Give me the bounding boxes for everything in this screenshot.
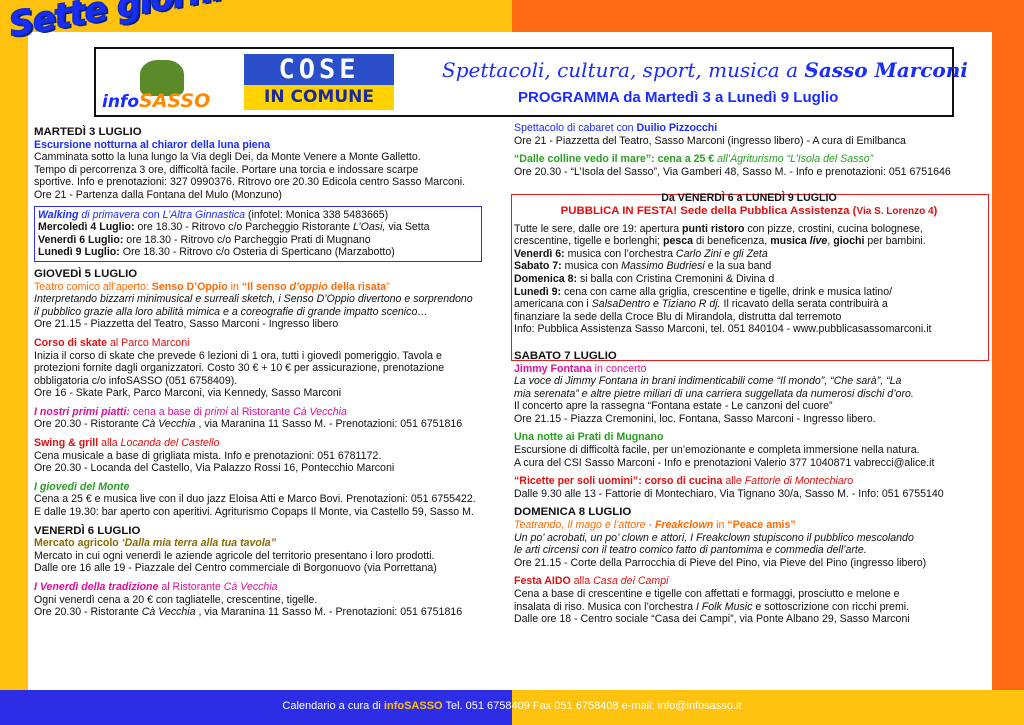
event-title: Jimmy Fontana in concerto <box>514 362 647 375</box>
right-column: Spettacolo di cabaret con Duilio Pizzocchi Ore 21 - Piazzetta del Teatro, Sasso Marconi (ingresso libero) - A cura di Emilbanca “Dalle colline vedo il mare”: cena a 25 € all’Agriturismo “L’Isola del Sasso” Ore 20.30 - “L’Isola del Sasso”, Via Gamberi 48, Sasso M. - Info e prenotazioni: 051 6751646 Da VENERDÌ 6 a LUNEDÌ 9 LUGLIO PUBBLICA IN FESTA! Sede della Pubblica Assistenza (Via S. Lorenzo 4) Tutte le sere, dalle ore 19: apertura punti ristoro con pizze, crostini, cucina bolognese, crescentine, tigelle e borlenghi; pesca di beneficenza, musica live, giochi per bambini. Venerdì 6: musica con l’orchestra Carlo Zini e gli Zeta Sabato 7: musica con Massimo Budriesi e la sua band Domenica 8: si balla con Cristina Cremonini & Divina d Lunedì 9: cena con carne alla griglia, crescentine e tigelle, drink e musica latino/ americana con i SalsaDentro e Tiziano R dj. Il ricavato della serata contribuirà a finanziare la sede della Croce Blu di Mirandola, distrutta dal terremoto Info: Pubblica Assistenza Sasso Marconi, tel. 051 840104 - www.pubblicasassomarconi.it SABATO 7 LUGLIO Jimmy Fontana in concerto La voce di Jimmy Fontana in brani indimenticabili come “Il mondo”, “Che sarà”, “La mia serenata” e altre pietre miliari di una carriera suggellata da numerosi dischi d’oro. Il concerto apre la rassegna “Fontana estate - Le canzoni del cuore” Ore 21.15 - Piazza Cremonini, loc. Fontana, Sasso Marconi - Ingresso libero. Una notte ai Prati di Mugnano Escursione di difficoltà facile, per un’emozionante e completa immersione nella natura. A cura del CSI Sasso Marconi - Info e prenotazioni Valerio 377 1040871 vabrecci@alice.it “Ricette per soli uomini”: corso di cucina alle Fattorie di Montechiaro Dalle 9.30 alle 13 - Fattorie di Montechiaro, Via Tignano 30/a, Sasso M. - Info: 051 6755140 DOMENICA 8 LUGLIO Teatrando, Il mago e l’attore - Freakclown in “Peace amis” Un po’ acrobati, un po’ clown e attori, I Freakclown stupiscono il pubblico mescolando le arti circensi con il teatro comico fatto di pantomima e commedia dell’arte. Ore 21.15 - Corte della Parrocchia di Pieve del Pino, via Pieve del Pino (ingresso libero) Festa AIDO alla Casa dei Campi Cena a base di crescentine e tigelle con affettati e formaggi, prosciutto e melone e insalata di riso. Musica con l’orchestra I Folk Music e sottoscrizione con ricchi premi. Dalle ore 18 - Centro sociale “Casa dei Campi”, via Ponte Albano 29, Sasso Marconi <box>514 122 984 626</box>
infosasso-prefix: info <box>102 92 140 112</box>
day-heading: MARTEDÌ 3 LUGLIO <box>34 126 142 138</box>
day-heading: VENERDÌ 6 LUGLIO <box>34 524 141 537</box>
event-title: Corso di skate al Parco Marconi <box>34 336 190 349</box>
day-heading: GIOVEDÌ 5 LUGLIO <box>34 267 138 280</box>
event-title: “Ricette per soli uomini”: corso di cucina alle Fattorie di Montechiaro <box>514 475 854 488</box>
left-column: MARTEDÌ 3 LUGLIO Escursione notturna al chiaror della luna piena Camminata sotto la luna lungo la Via degli Dei, da Monte Venere a Monte Galletto. Tempo di percorrenza 3 ore, difficoltà facile. Portare una torcia e indossare scarpe sportive. Info e prenotazioni: 327 0990376. Ritrovo ore 20.30 Edicola centro Sasso Marconi. Ore 21 - Partenza dalla Fontana del Mulo (Monzuno) Walking di primavera con L’Altra Ginnastica (infotel: Monica 338 5483665) Mercoledì 4 Luglio: ore 18.30 - Ritrovo c/o Parcheggio Ristorante L’Oasi, via Setta Venerdì 6 Luglio: ore 18.30 - Ritrovo c/o Parcheggio Prati di Mugnano Lunedì 9 Luglio: Ore 18.30 - Ritrovo c/o Osteria di Sperticano (Marzabotto) GIOVEDÌ 5 LUGLIO Teatro comico all’aperto: Senso D’Oppio in “Il senso d’oppio della risata” Interpretando bizzarri minimusical e surreali sketch, i Senso D’Oppio divertono e sorprendono il pubblico grazie alla loro abilità mimica e a coreografie di grande impatto scenico… Ore 21.15 - Piazzetta del Teatro, Sasso Marconi - Ingresso libero Corso di skate al Parco Marconi Inizia il corso di skate che prevede 6 lezioni di 1 ora, tutti i giovedì pomeriggio. Tavola e protezioni fornite dagli organizzatori. Costo 30 € + 10 € per assicurazione, prenotazione obbligatoria c/o infoSASSO (051 6758409). Ore 16 - Skate Park, Parco Marconi, via Kennedy, Sasso Marconi I nostri primi piatti: cena a base di primi al Ristorante Cà Vecchia Ore 20.30 - Ristorante Cà Vecchia , via Maranina 11 Sasso M. - Prenotazioni: 051 6751816 Swing & grill alla Locanda del Castello Cena musicale a base di grigliata mista. Info e prenotazioni: 051 6781172. Ore 20.30 - Locanda del Castello, Via Palazzo Rossi 16, Pontecchio Marconi I giovedì del Monte Cena a 25 € e musica live con il duo jazz Eloisa Atti e Marco Bovi. Prenotazioni: 051 6755422. E dalle 19.30: bar aperto con aperitivi. Agriturismo Copaps Il Monte, via Castello 59, Sasso M. VENERDÌ 6 LUGLIO Mercato agricolo ‘Dalla mia terra alla tua tavola” Mercato in cui ogni venerdì le aziende agricole del territorio presentano i loro prodotti. Dalle ore 16 alle 19 - Piazzale del Centro commerciale di Borgonuovo (via Porrettana) I Venerdì della tradizione al Ristorante Cà Vecchia Ogni venerdì cena a 20 € con tagliatelle, crescentine, tigelle. Ore 20.30 - Ristorante Cà Vecchia , via Maranina 11 Sasso M. - Prenotazioni: 051 6751816 <box>34 120 482 619</box>
walking-box: Walking di primavera con L’Altra Ginnastica (infotel: Monica 338 5483665) Mercoledì 4 Luglio: ore 18.30 - Ritrovo c/o Parcheggio Ristorante L’Oasi, via Setta Venerdì 6 Luglio: ore 18.30 - Ritrovo c/o Parcheggio Prati di Mugnano Lunedì 9 Luglio: Ore 18.30 - Ritrovo c/o Osteria di Sperticano (Marzabotto) <box>34 206 482 262</box>
event-title: Swing & grill alla Locanda del Castello <box>34 437 220 450</box>
infosasso-logo <box>102 60 236 110</box>
cose-label: COSE <box>244 54 394 85</box>
event-title: I giovedì del Monte <box>34 480 130 493</box>
festa-title: PUBBLICA IN FESTA! Sede della Pubblica Assistenza (Via S. Lorenzo 4) <box>560 204 938 217</box>
event-title: Teatro comico all’aperto: Senso D’Oppio in “Il senso d’oppio della risata” <box>34 280 390 293</box>
event-title: I Venerdì della tradizione al Ristorante Cà Vecchia <box>34 581 278 593</box>
day-heading: SABATO 7 LUGLIO <box>514 349 617 362</box>
infosasso-suffix: SASSO <box>139 90 211 112</box>
footer-contacts: Calendario a cura di infoSASSO Tel. 051 6758409 Fax 051 6758408 e-mail: info@infosasso.it <box>282 700 742 712</box>
event-title: Teatrando, Il mago e l’attore - Freakclown in “Peace amis” <box>514 519 796 532</box>
programma-title: PROGRAMMA da Martedì 3 a Lunedì 9 Luglio <box>518 89 839 106</box>
event-title: Una notte ai Prati di Mugnano <box>514 431 664 444</box>
event-title: Spettacolo di cabaret con Duilio Pizzocchi <box>514 122 718 134</box>
event-title: “Dalle colline vedo il mare”: cena a 25 € all’Agriturismo “L’Isola del Sasso” <box>514 153 874 166</box>
subtitle: Spettacoli, cultura, sport, musica a Sasso Marconi <box>442 58 968 82</box>
event-title: Mercato agricolo ‘Dalla mia terra alla tua tavola” <box>34 537 276 550</box>
cose-in-comune-logo <box>244 54 394 110</box>
event-title: Escursione notturna al chiaror della luna piena <box>34 138 271 151</box>
day-heading: DOMENICA 8 LUGLIO <box>514 506 632 519</box>
event-title: I nostri primi piatti: cena a base di primi al Ristorante Cà Vecchia <box>34 405 347 418</box>
event-title: Festa AIDO alla Casa dei Campi <box>514 575 669 588</box>
festa-dates: Da VENERDÌ 6 a LUNEDÌ 9 LUGLIO <box>661 192 837 205</box>
in-comune-label: IN COMUNE <box>244 85 394 110</box>
event-title: Walking di primavera con L’Altra Ginnastica (infotel: Monica 338 5483665) <box>38 208 389 221</box>
